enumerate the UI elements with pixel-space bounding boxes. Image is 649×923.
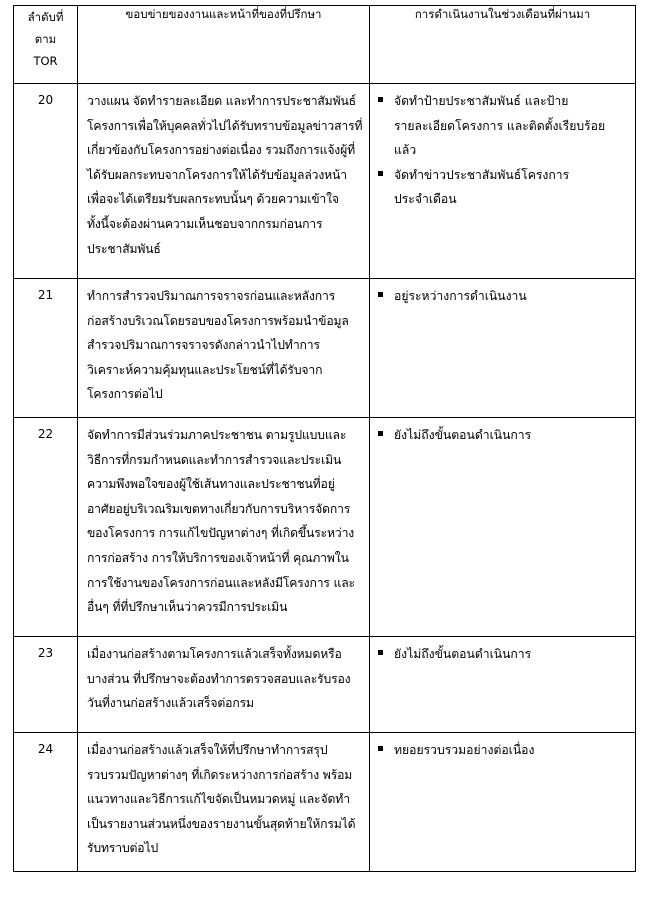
scope-line: ทำการสำรวจปริมาณการจราจรก่อนและหลังการ xyxy=(87,289,336,303)
progress-line: อยู่ระหว่างการดำเนินงาน xyxy=(394,289,527,303)
tor-number-cell: 24 xyxy=(14,733,78,872)
scope-line: โครงการต่อไป xyxy=(87,387,163,402)
scope-cell xyxy=(78,279,370,418)
scope-line: วิธีการที่กรมกำหนดและทำการสำรวจและประเมิน xyxy=(87,452,342,467)
scope-line: การก่อสร้าง การให้บริการของเจ้าหน้าที่ คุณภาพใน xyxy=(87,550,349,565)
progress-line: แล้ว xyxy=(394,143,417,158)
table-header-row xyxy=(14,6,636,84)
scope-line: ได้รับผลกระทบจากโครงการให้ได้รับข้อมูลล่วงหน้า xyxy=(87,167,347,182)
scope-cell xyxy=(78,418,370,637)
scope-line: อื่นๆ ที่ที่ปรึกษาเห็นว่าควรมีการประเมิน xyxy=(87,600,288,615)
scope-line: โครงการเพื่อให้บุคคลทั่วไปได้รับทราบข้อมูลข่าวสารที่ xyxy=(87,118,363,133)
header-progress: การดำเนินงานในช่วงเดือนที่ผ่านมา xyxy=(370,6,636,84)
header-tor-number-line: ตาม xyxy=(34,32,57,46)
tor-number-cell: 20 xyxy=(14,84,78,279)
square-bullet-icon xyxy=(378,97,383,102)
scope-line: ความพึงพอใจของผู้ใช้เส้นทางและประชาชนที่อยู่ xyxy=(87,477,335,492)
progress-item xyxy=(376,423,629,448)
tor-number-cell: 21 xyxy=(14,279,78,418)
scope-line: ของโครงการ การแก้ไขปัญหาต่างๆ ที่เกิดขึ้นระหว่าง xyxy=(87,526,355,541)
tor-progress-table xyxy=(13,5,636,872)
table-row xyxy=(14,637,636,733)
table-row xyxy=(14,733,636,872)
progress-item xyxy=(376,738,629,763)
square-bullet-icon xyxy=(378,171,383,176)
scope-line: อาศัยอยู่บริเวณริมเขตทางเกี่ยวกับการบริหารจัดการ xyxy=(87,501,351,516)
scope-line: เมื่องานก่อสร้างตามโครงการแล้วเสร็จทั้งหมดหรือ xyxy=(87,647,342,661)
progress-item xyxy=(376,642,629,667)
header-tor-number-line: ลำดับที่ xyxy=(27,10,64,24)
scope-line: วิเคราะห์ความคุ้มทุนและประโยชน์ที่ได้รับจาก xyxy=(87,362,323,377)
tor-number-cell: 23 xyxy=(14,637,78,733)
scope-line: ทั้งนี้จะต้องผ่านความเห็นชอบจากกรมก่อนการ xyxy=(87,216,323,231)
table-row xyxy=(14,418,636,637)
scope-line: บางส่วน ที่ปรึกษาจะต้องทำการตรวจสอบและรับรอง xyxy=(87,671,351,686)
progress-line: จัดทำป้ายประชาสัมพันธ์ และป้าย xyxy=(394,94,569,108)
scope-line: เป็นรายงานส่วนหนึ่งของรายงานขั้นสุดท้ายให้กรมได้ xyxy=(87,816,356,831)
square-bullet-icon xyxy=(378,746,383,751)
scope-line: แนวทางและวิธีการแก้ไขจัดเป็นหมวดหมู่ และจัดทำ xyxy=(87,792,350,807)
table-row xyxy=(14,84,636,279)
scope-cell xyxy=(78,733,370,872)
progress-cell xyxy=(370,637,636,733)
square-bullet-icon xyxy=(378,431,383,436)
square-bullet-icon xyxy=(378,292,383,297)
progress-line: ทยอยรวบรวมอย่างต่อเนื่อง xyxy=(394,743,535,757)
scope-line: ก่อสร้างบริเวณโดยรอบของโครงการพร้อมนำข้อมูล xyxy=(87,313,349,328)
scope-line: การใช้งานของโครงการก่อนและหลังมีโครงการ และ xyxy=(87,575,355,590)
progress-cell xyxy=(370,84,636,279)
progress-line: ประจำเดือน xyxy=(394,192,457,207)
square-bullet-icon xyxy=(378,650,383,655)
scope-line: ประชาสัมพันธ์ xyxy=(87,241,161,256)
progress-item xyxy=(376,89,629,163)
scope-line: เมื่องานก่อสร้างแล้วเสร็จให้ที่ปรึกษาทำการสรุป xyxy=(87,743,328,757)
scope-line: เพื่อจะได้เตรียมรับผลกระทบนั้นๆ ด้วยความเข้าใจ xyxy=(87,192,339,207)
scope-cell xyxy=(78,637,370,733)
scope-line: วันที่งานก่อสร้างแล้วเสร็จต่อกรม xyxy=(87,696,254,711)
progress-line: จัดทำข่าวประชาสัมพันธ์โครงการ xyxy=(394,167,570,182)
scope-line: สำรวจปริมาณการจราจรดังกล่าวนำไปทำการ xyxy=(87,338,320,353)
progress-item xyxy=(376,163,629,212)
progress-line: ยังไม่ถึงขั้นตอนดำเนินการ xyxy=(394,428,532,442)
progress-cell xyxy=(370,418,636,637)
scope-line: รวบรวมปัญหาต่างๆ ที่เกิดระหว่างการก่อสร้าง พร้อม xyxy=(87,767,353,782)
progress-item xyxy=(376,284,629,309)
header-tor-number-line: TOR xyxy=(33,54,58,68)
header-tor-number xyxy=(14,6,78,84)
progress-cell xyxy=(370,279,636,418)
progress-line: ยังไม่ถึงขั้นตอนดำเนินการ xyxy=(394,647,532,661)
scope-line: จัดทำการมีส่วนร่วมภาคประชาชน ตามรูปแบบและ xyxy=(87,428,347,442)
scope-line: รับทราบต่อไป xyxy=(87,841,159,856)
table-row xyxy=(14,279,636,418)
scope-line: วางแผน จัดทำรายละเอียด และทำการประชาสัมพันธ์ xyxy=(87,94,356,108)
scope-line: เกี่ยวข้องกับโครงการอย่างต่อเนื่อง รวมถึงการแจ้งผู้ที่ xyxy=(87,143,355,158)
tor-number-cell: 22 xyxy=(14,418,78,637)
progress-line: รายละเอียดโครงการ และติดตั้งเรียบร้อย xyxy=(394,118,606,133)
scope-cell xyxy=(78,84,370,279)
progress-cell xyxy=(370,733,636,872)
header-scope: ขอบข่ายของงานและหน้าที่ของที่ปรึกษา xyxy=(78,6,370,84)
